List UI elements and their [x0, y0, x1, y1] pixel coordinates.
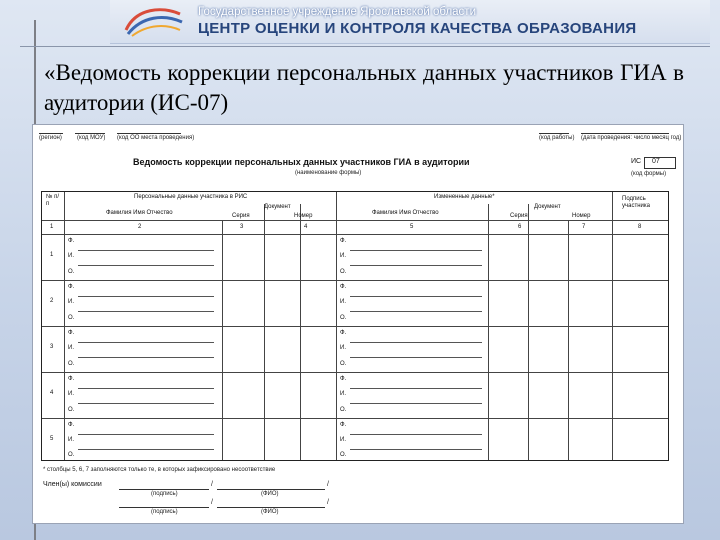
banner-title: ЦЕНТР ОЦЕНКИ И КОНТРОЛЯ КАЧЕСТВА ОБРАЗОВАНИЯ [198, 20, 637, 37]
fio-header: Фамилия Имя Отчество [106, 210, 173, 216]
series-changed-header: Серия [510, 213, 528, 219]
form-document: (регион) (код МОУ) (код ОО места проведения) (код работы) (дата проведения: число месяц год) Ведомость коррекции персональных данных участников ГИА в аудитории (наименование формы) ИС 07 (код формы) № п/п Персональные данные участника в РИС Измененные данные* Фамилия Имя Отчество Документ Серия Номер Фамилия Имя Отчество Документ Серия Номер Подпись участника 1 2 3 4 5 6 7 8 1 Ф. И. О. Ф. И. О. 2 Ф. И. О. Ф. И. О. 3 Ф. И. О. Ф. И. О. 4 Ф. И. О. Ф. И. О. 5 Ф. И. О. Ф. И. О. * столбцы 5, 6, 7 заполняются только те, в которых зафиксировано несоответствие Член(ы) комиссии / / (подпись) (ФИО) / / (подпись) (ФИО) [32, 124, 684, 524]
changed-group-header: Измененные данные* [434, 194, 495, 200]
form-code-label: ИС [631, 158, 642, 165]
region-label: (регион) [39, 135, 62, 141]
row-number: 4 [50, 390, 54, 396]
row-number: 2 [50, 298, 54, 304]
signature-header: Подпись участника [622, 196, 650, 209]
row-number: 1 [50, 252, 54, 258]
number-changed-header: Номер [572, 213, 591, 219]
venue-code-label: (код ОО места проведения) [117, 135, 195, 141]
num-header: № п/п [46, 194, 60, 207]
number-header: Номер [294, 213, 313, 219]
form-title-note: (наименование формы) [295, 170, 362, 176]
header-banner [110, 0, 710, 44]
signature-note: (подпись) [151, 509, 178, 515]
fio-note: (ФИО) [261, 491, 279, 497]
form-code-value: 07 [652, 158, 660, 165]
fio-note: (ФИО) [261, 509, 279, 515]
exam-date-label: (дата проведения: число месяц год) [581, 135, 682, 141]
banner-subtitle: Государственное учреждение Ярославской области [198, 6, 476, 18]
slide-title: «Ведомость коррекции персональных данных участников ГИА в аудитории (ИС-07) [44, 60, 684, 115]
footnote: * столбцы 5, 6, 7 заполняются только те, в которых зафиксировано несоответствие [43, 467, 276, 473]
form-code-box [644, 157, 676, 169]
logo-swirl-icon [122, 4, 184, 38]
work-code-label: (код работы) [539, 135, 575, 141]
signature-note: (подпись) [151, 491, 178, 497]
row-number: 3 [50, 344, 54, 350]
document-header: Документ [264, 204, 291, 210]
fio-changed-header: Фамилия Имя Отчество [372, 210, 439, 216]
school-code-label: (код МОУ) [77, 135, 106, 141]
personal-group-header: Персональные данные участника в РИС [134, 194, 248, 200]
document-changed-header: Документ [534, 204, 561, 210]
form-code-note: (код формы) [631, 171, 667, 177]
row-number: 5 [50, 436, 54, 442]
commission-label: Член(ы) комиссии [43, 481, 102, 488]
correction-table: № п/п Персональные данные участника в РИС Измененные данные* Фамилия Имя Отчество Документ Серия Номер Фамилия Имя Отчество Документ Серия Номер Подпись участника 1 2 3 4 5 6 7 8 1 Ф. И. О. Ф. И. О. 2 Ф. И. О. Ф. И. О. 3 Ф. И. О. Ф. И. О. 4 Ф. И. О. Ф. И. О. 5 Ф. И. О. Ф. И. О. [41, 191, 669, 461]
top-rule [20, 46, 710, 47]
series-header: Серия [232, 213, 250, 219]
form-title: Ведомость коррекции персональных данных участников ГИА в аудитории [133, 157, 470, 167]
